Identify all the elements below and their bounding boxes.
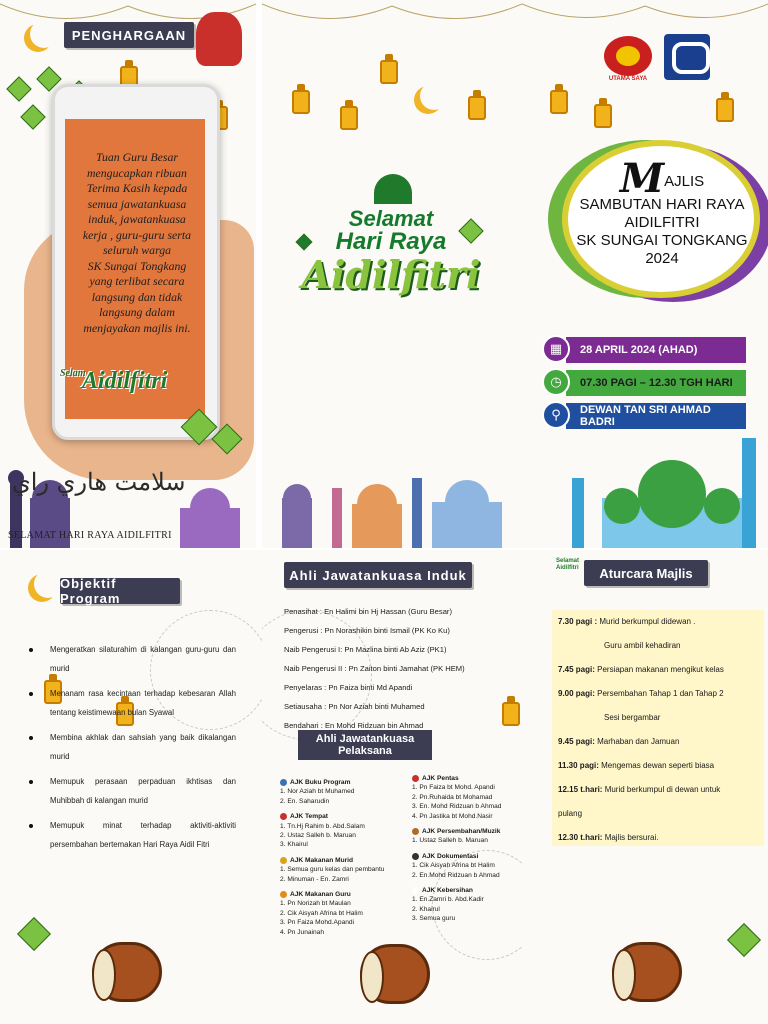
group-icon bbox=[412, 853, 419, 860]
section-header: Ahli Jawatankuasa Induk bbox=[284, 562, 472, 588]
ajk-right-column bbox=[412, 774, 534, 930]
schedule-activity: Majlis bersurai. bbox=[604, 833, 659, 842]
schedule-activity: Marhaban dan Jamuan bbox=[597, 737, 680, 746]
ajk-member: 4. Pn Jastika bt Mohd.Nasir bbox=[412, 812, 493, 820]
ajk-group-title bbox=[280, 812, 402, 821]
group-icon bbox=[412, 887, 419, 894]
message-line: langsung dalam bbox=[99, 305, 175, 319]
committee-row: Penyelaras : Pn Faiza binti Md Apandi bbox=[284, 683, 413, 692]
logo-big-text: Aidilfitri bbox=[82, 368, 168, 394]
schedule-item bbox=[558, 784, 763, 795]
group-icon bbox=[280, 779, 287, 786]
schedule-activity: Murid berkumpul didewan . bbox=[599, 617, 696, 626]
bedug-drum-icon bbox=[360, 944, 430, 1004]
message-line: semua jawatankuasa bbox=[87, 196, 187, 211]
ajk-member: 2. Pn.Ruhaida bt Mohamad bbox=[412, 793, 493, 801]
string-decoration bbox=[522, 0, 768, 30]
schedule-time: 12.30 t.hari: bbox=[558, 833, 605, 842]
ajk-member: 1. En.Zamri b. Abd.Kadir bbox=[412, 896, 484, 904]
ajk-left-column bbox=[280, 778, 402, 943]
ajk-member: 1. Pn Faiza bt Mohd. Apandi bbox=[412, 784, 495, 792]
schedule-time: 11.30 pagi: bbox=[558, 761, 602, 770]
schedule-item bbox=[558, 736, 763, 747]
group-icon bbox=[280, 857, 287, 864]
ajk-title-text: AJK Kebersihan bbox=[422, 887, 473, 895]
ajk-group bbox=[412, 852, 534, 880]
event-time: 07.30 PAGI – 12.30 TGH HARI bbox=[566, 370, 746, 396]
ajk-group bbox=[280, 778, 402, 806]
crescent-moon-icon bbox=[34, 570, 62, 598]
title-initial: M bbox=[619, 155, 665, 202]
message-line: induk, jawatankuasa bbox=[88, 212, 186, 226]
sub-section-header: Ahli Jawatankuasa Pelaksana bbox=[298, 730, 432, 760]
ajk-group-title bbox=[412, 852, 534, 861]
schedule-activity: Persembahan Tahap 1 dan Tahap 2 bbox=[597, 689, 724, 698]
schedule-activity-continued: Sesi bergambar bbox=[604, 713, 661, 722]
schedule-activity: Mengemas dewan seperti biasa bbox=[601, 761, 715, 770]
greeting-line-1: Selamat bbox=[348, 206, 434, 231]
mosque-skyline bbox=[262, 458, 522, 548]
ajk-member: 1. Nor Aziah bt Muhamed bbox=[280, 788, 355, 796]
message-line: menjayakan majlis ini. bbox=[83, 320, 191, 335]
ajk-group bbox=[280, 890, 402, 937]
event-venue: DEWAN TAN SRI AHMAD BADRI bbox=[566, 403, 746, 429]
ajk-member: 2. Cik Aisyah Afrina bt Halim bbox=[280, 909, 363, 917]
ajk-group-title bbox=[412, 827, 534, 836]
group-icon bbox=[280, 891, 287, 898]
main-committee-list bbox=[284, 602, 520, 735]
schedule-item bbox=[558, 760, 763, 771]
ajk-member: 3. En. Mohd Ridzuan b Ahmad bbox=[412, 803, 502, 811]
school-logo bbox=[604, 36, 652, 76]
message-line: langsung dan tidak bbox=[91, 289, 183, 304]
schedule-activity: Murid berkumpul di dewan untuk bbox=[604, 785, 721, 794]
ajk-member: 1. Ustaz Salleh b. Maruan bbox=[412, 837, 488, 845]
panel-penghargaan bbox=[0, 0, 256, 548]
greeting-line-3: Aidilfitri bbox=[301, 252, 481, 297]
ketupat-icon bbox=[20, 104, 45, 129]
ajk-member: 3. Khairul bbox=[280, 841, 308, 849]
committee-row: Bendahari : En Mohd Ridzuan bin Ahmad bbox=[284, 721, 424, 730]
schedule-time: 7.30 pagi : bbox=[558, 617, 600, 626]
ajk-title-text: AJK Buku Program bbox=[290, 779, 351, 786]
ajk-group bbox=[280, 812, 402, 850]
ajk-group-title bbox=[412, 886, 534, 895]
ajk-title-text: AJK Pentas bbox=[422, 775, 459, 782]
lantern-icon bbox=[380, 54, 398, 84]
lantern-icon bbox=[594, 98, 612, 128]
list-item: Mengeratkan silaturahim di kalangan guru-guru dan murid bbox=[26, 640, 236, 678]
list-item: Membina akhlak dan sahsiah yang baik dikalangan murid bbox=[26, 728, 236, 766]
committee-row: Penasihat : En Halimi bin Hj Hassan (Guru Besar) bbox=[284, 607, 452, 616]
ajk-member: 2. Ustaz Salleh b. Maruan bbox=[280, 832, 356, 840]
string-decoration bbox=[262, 0, 522, 30]
schedule-time: 12.15 t.hari: bbox=[558, 785, 605, 794]
committee-row: Naib Pengerusi II : Pn Zaiton binti Jamahat (PK HEM) bbox=[284, 664, 465, 673]
ajk-group bbox=[412, 886, 534, 924]
clock-icon: ◷ bbox=[542, 368, 570, 396]
title-line: SK SUNGAI TONGKANG bbox=[576, 232, 748, 249]
message-line: Terima Kasih kepada bbox=[86, 181, 188, 195]
hari-raya-greeting bbox=[286, 176, 496, 336]
group-icon bbox=[412, 775, 419, 782]
event-title bbox=[572, 155, 752, 268]
message-line: Tuan Guru Besar bbox=[96, 150, 178, 164]
objectives-list bbox=[26, 640, 236, 860]
schedule-time: 7.45 pagi: bbox=[558, 665, 598, 674]
committee-row: Setiausaha : Pn Nor Aziah binti Muhamed bbox=[284, 702, 425, 711]
schedule-activity: Persiapan makanan mengikut kelas bbox=[597, 665, 724, 674]
schedule-time: 9.00 pagi: bbox=[558, 689, 598, 698]
ajk-member: 4. Pn Junainah bbox=[280, 928, 324, 936]
ajk-member: 1. Tn.Hj Rahim b. Abd.Salam bbox=[280, 822, 365, 830]
schedule-item bbox=[558, 688, 763, 699]
ajk-group bbox=[280, 856, 402, 884]
group-icon bbox=[280, 813, 287, 820]
message-line: kerja , guru-guru serta bbox=[82, 227, 192, 242]
aidilfitri-mini-logo: Selamat Aidilfitri bbox=[556, 558, 580, 571]
ajk-member: 1. Semua guru kelas dan pembantu bbox=[280, 866, 385, 874]
ajk-group bbox=[412, 827, 534, 846]
ajk-member: 2. En.Mohd Ridzuan b Ahmad bbox=[412, 871, 500, 879]
committee-row: Naib Pengerusi I: Pn Mazlina binti Ab Aziz (PK1) bbox=[284, 645, 447, 654]
section-header: Objektif Program bbox=[60, 578, 180, 604]
ajk-member: 1. Cik Aisyah Afrina bt Halim bbox=[412, 862, 495, 870]
ajk-group bbox=[412, 774, 534, 821]
schedule-activity-continued: pulang bbox=[558, 809, 583, 818]
schedule-item bbox=[558, 616, 763, 627]
bedug-drum-icon bbox=[92, 942, 162, 1002]
list-item: Memupuk minat terhadap aktiviti-aktiviti persembahan bertemakan Hari Raya Aidil Fitri bbox=[26, 816, 236, 854]
schedule-time: 9.45 pagi: bbox=[558, 737, 598, 746]
footer-text: SELAMAT HARI RAYA AIDILFITRI bbox=[8, 530, 172, 541]
ketupat-icon bbox=[17, 917, 51, 951]
calendar-icon: ▦ bbox=[542, 335, 570, 363]
lantern-icon bbox=[292, 84, 310, 114]
list-item: Menanam rasa kecintaan terhadap kebesaran Allah tentang keistimewaan bulan Syawal bbox=[26, 684, 236, 722]
title-line: AIDILFITRI bbox=[624, 214, 700, 231]
title-line: 2024 bbox=[645, 250, 679, 267]
kids-illustration bbox=[196, 12, 242, 66]
ajk-member: 2. En. Saharudin bbox=[280, 797, 330, 805]
ajk-group-title bbox=[280, 890, 402, 899]
committee-row: Pengerusi : Pn Norashikin binti Ismail (PK Ko Ku) bbox=[284, 626, 450, 635]
ajk-member: 3. Pn Faiza Mohd.Apandi bbox=[280, 919, 355, 927]
title-word: AJLIS bbox=[664, 173, 705, 190]
ajk-member: 2. Minuman - En. Zamri bbox=[280, 875, 349, 883]
bedug-drum-icon bbox=[612, 942, 682, 1002]
ketupat-icon bbox=[727, 923, 761, 957]
list-item: Memupuk perasaan perpaduan ikhtisas dan Muhibbah di kalangan murid bbox=[26, 772, 236, 810]
aidilfitri-logo bbox=[60, 368, 210, 395]
ajk-title-text: AJK Makanan Murid bbox=[290, 856, 354, 864]
arabic-calligraphy: سلامت هاري راي bbox=[12, 468, 186, 496]
message-line: mengucapkan ribuan bbox=[87, 165, 187, 180]
title-line: SAMBUTAN HARI RAYA bbox=[579, 196, 745, 213]
section-header: Aturcara Majlis bbox=[584, 560, 708, 586]
lantern-icon bbox=[340, 100, 358, 130]
greeting-line-2: Hari Raya bbox=[335, 228, 447, 255]
schedule-activity-continued: Guru ambil kehadiran bbox=[604, 641, 681, 650]
section-header: PENGHARGAAN bbox=[64, 22, 194, 48]
schedule-item bbox=[558, 832, 763, 843]
school-logo-label: UTAMA SAYA bbox=[608, 76, 648, 82]
logo-small-text: Selam bbox=[60, 368, 86, 379]
ajk-title-text: AJK Persembahan/Muzik bbox=[422, 828, 501, 836]
schedule-item bbox=[558, 664, 763, 675]
lantern-icon bbox=[550, 84, 568, 114]
ajk-member: 3. Semua guru bbox=[412, 915, 456, 923]
ajk-title-text: AJK Tempat bbox=[290, 813, 328, 821]
appreciation-message bbox=[60, 150, 214, 336]
group-icon bbox=[412, 828, 419, 835]
message-line: yang terlibat secara bbox=[89, 274, 185, 288]
ajk-member: 2. Khairul bbox=[412, 905, 440, 913]
crescent-moon-icon bbox=[420, 82, 448, 110]
ajk-title-text: AJK Dokumentasi bbox=[422, 852, 479, 860]
lantern-icon bbox=[716, 92, 734, 122]
ajk-member: 1. Pn Norizah bt Maulan bbox=[280, 900, 351, 908]
ketupat-icon bbox=[6, 76, 31, 101]
location-pin-icon: ⚲ bbox=[542, 401, 570, 429]
message-line: SK Sungai Tongkang bbox=[87, 258, 187, 273]
ajk-group-title bbox=[280, 778, 402, 787]
message-line: seluruh warga bbox=[102, 243, 172, 257]
lantern-icon bbox=[468, 90, 486, 120]
ajk-group-title bbox=[280, 856, 402, 865]
partner-logo bbox=[664, 34, 710, 80]
ajk-group-title bbox=[412, 774, 534, 783]
event-date: 28 APRIL 2024 (AHAD) bbox=[566, 337, 746, 363]
ajk-title-text: AJK Makanan Guru bbox=[290, 891, 351, 899]
crescent-moon-icon bbox=[30, 20, 58, 48]
